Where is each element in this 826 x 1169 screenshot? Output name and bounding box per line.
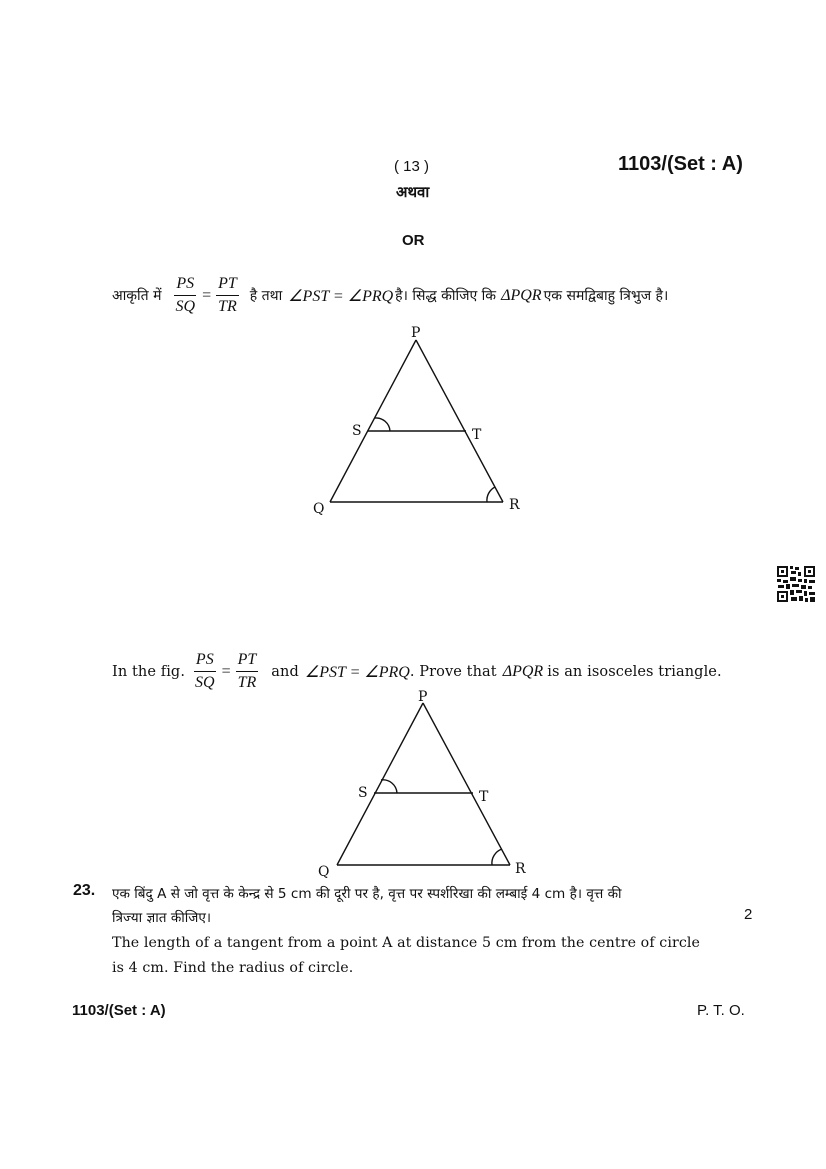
or-hindi: अथवा [396,183,430,201]
question-23-marks: 2 [744,906,753,923]
question-23-hindi-line2: त्रिज्या ज्ञात कीजिए। [112,910,212,926]
paper-code-header: 1103/(Set : A) [618,153,743,175]
question-22-hindi: आकृति में $\frac{PS}{SQ}$ = $\frac{PT}{TR}$ है तथा ∠PST = ∠PRQ है। सिद्ध कीजिए कि ΔPQR एक समद्विबाहु त्रिभुज है। [112,275,669,315]
paper-code-footer: 1103/(Set : A) [72,1002,166,1019]
fraction-pt-tr-en: $\frac{PT}{TR}$ [237,651,257,691]
label-q: Q [313,501,325,517]
label-t-2: T [479,789,489,805]
label-q-2: Q [318,864,330,880]
label-p-2: P [418,689,428,705]
triangle-pqr: ΔPQR [501,286,542,304]
english-connector: and [271,663,299,680]
label-r: R [509,497,520,513]
page-number: ( 13 ) [394,158,430,175]
question-23-number: 23. [73,882,96,899]
label-s: S [352,423,362,439]
qr-code-icon [776,565,816,603]
hindi-suffix1: है। सिद्ध कीजिए कि [395,288,497,304]
angle-equation-en: ∠PST = ∠PRQ [304,663,410,681]
pto-label: P. T. O. [697,1002,745,1019]
label-s-2: S [358,785,368,801]
hindi-suffix2: एक समद्विबाहु त्रिभुज है। [543,288,669,304]
english-prefix: In the fig. [112,663,186,680]
fraction-ps-sq-en: $\frac{PS}{SQ}$ [195,651,215,691]
triangle-pqr-en: ΔPQR [502,662,544,680]
triangle-figure-english [310,685,540,880]
label-r-2: R [515,861,526,877]
hindi-prefix: आकृति में [112,288,162,304]
hindi-connector: है तथा [249,288,283,304]
question-23-english-line2: is 4 cm. Find the radius of circle. [112,960,354,976]
triangle-figure-hindi [300,320,540,520]
angle-equation: ∠PST = ∠PRQ [288,287,394,305]
english-suffix1: . Prove that [409,663,497,680]
label-t: T [472,427,482,443]
fraction-pt-tr: $\frac{PT}{TR}$ [218,275,237,315]
english-suffix2: is an isosceles triangle. [547,663,722,680]
label-p: P [411,325,421,341]
question-23-hindi-line1: एक बिंदु A से जो वृत्त के केन्द्र से 5 cm की दूरी पर है, वृत्त पर स्पर्शरिखा की लम्बाई 4 cm है। वृत्त की [112,886,622,902]
fraction-ps-sq: $\frac{PS}{SQ}$ [175,275,196,315]
or-english: OR [402,232,425,249]
question-22-english: In the fig. $\frac{PS}{SQ}$ = $\frac{PT}{TR}$ and ∠PST = ∠PRQ . Prove that ΔPQR is an isosceles triangle. [112,651,722,691]
question-23-english-line1: The length of a tangent from a point A at distance 5 cm from the centre of circle [112,935,701,951]
